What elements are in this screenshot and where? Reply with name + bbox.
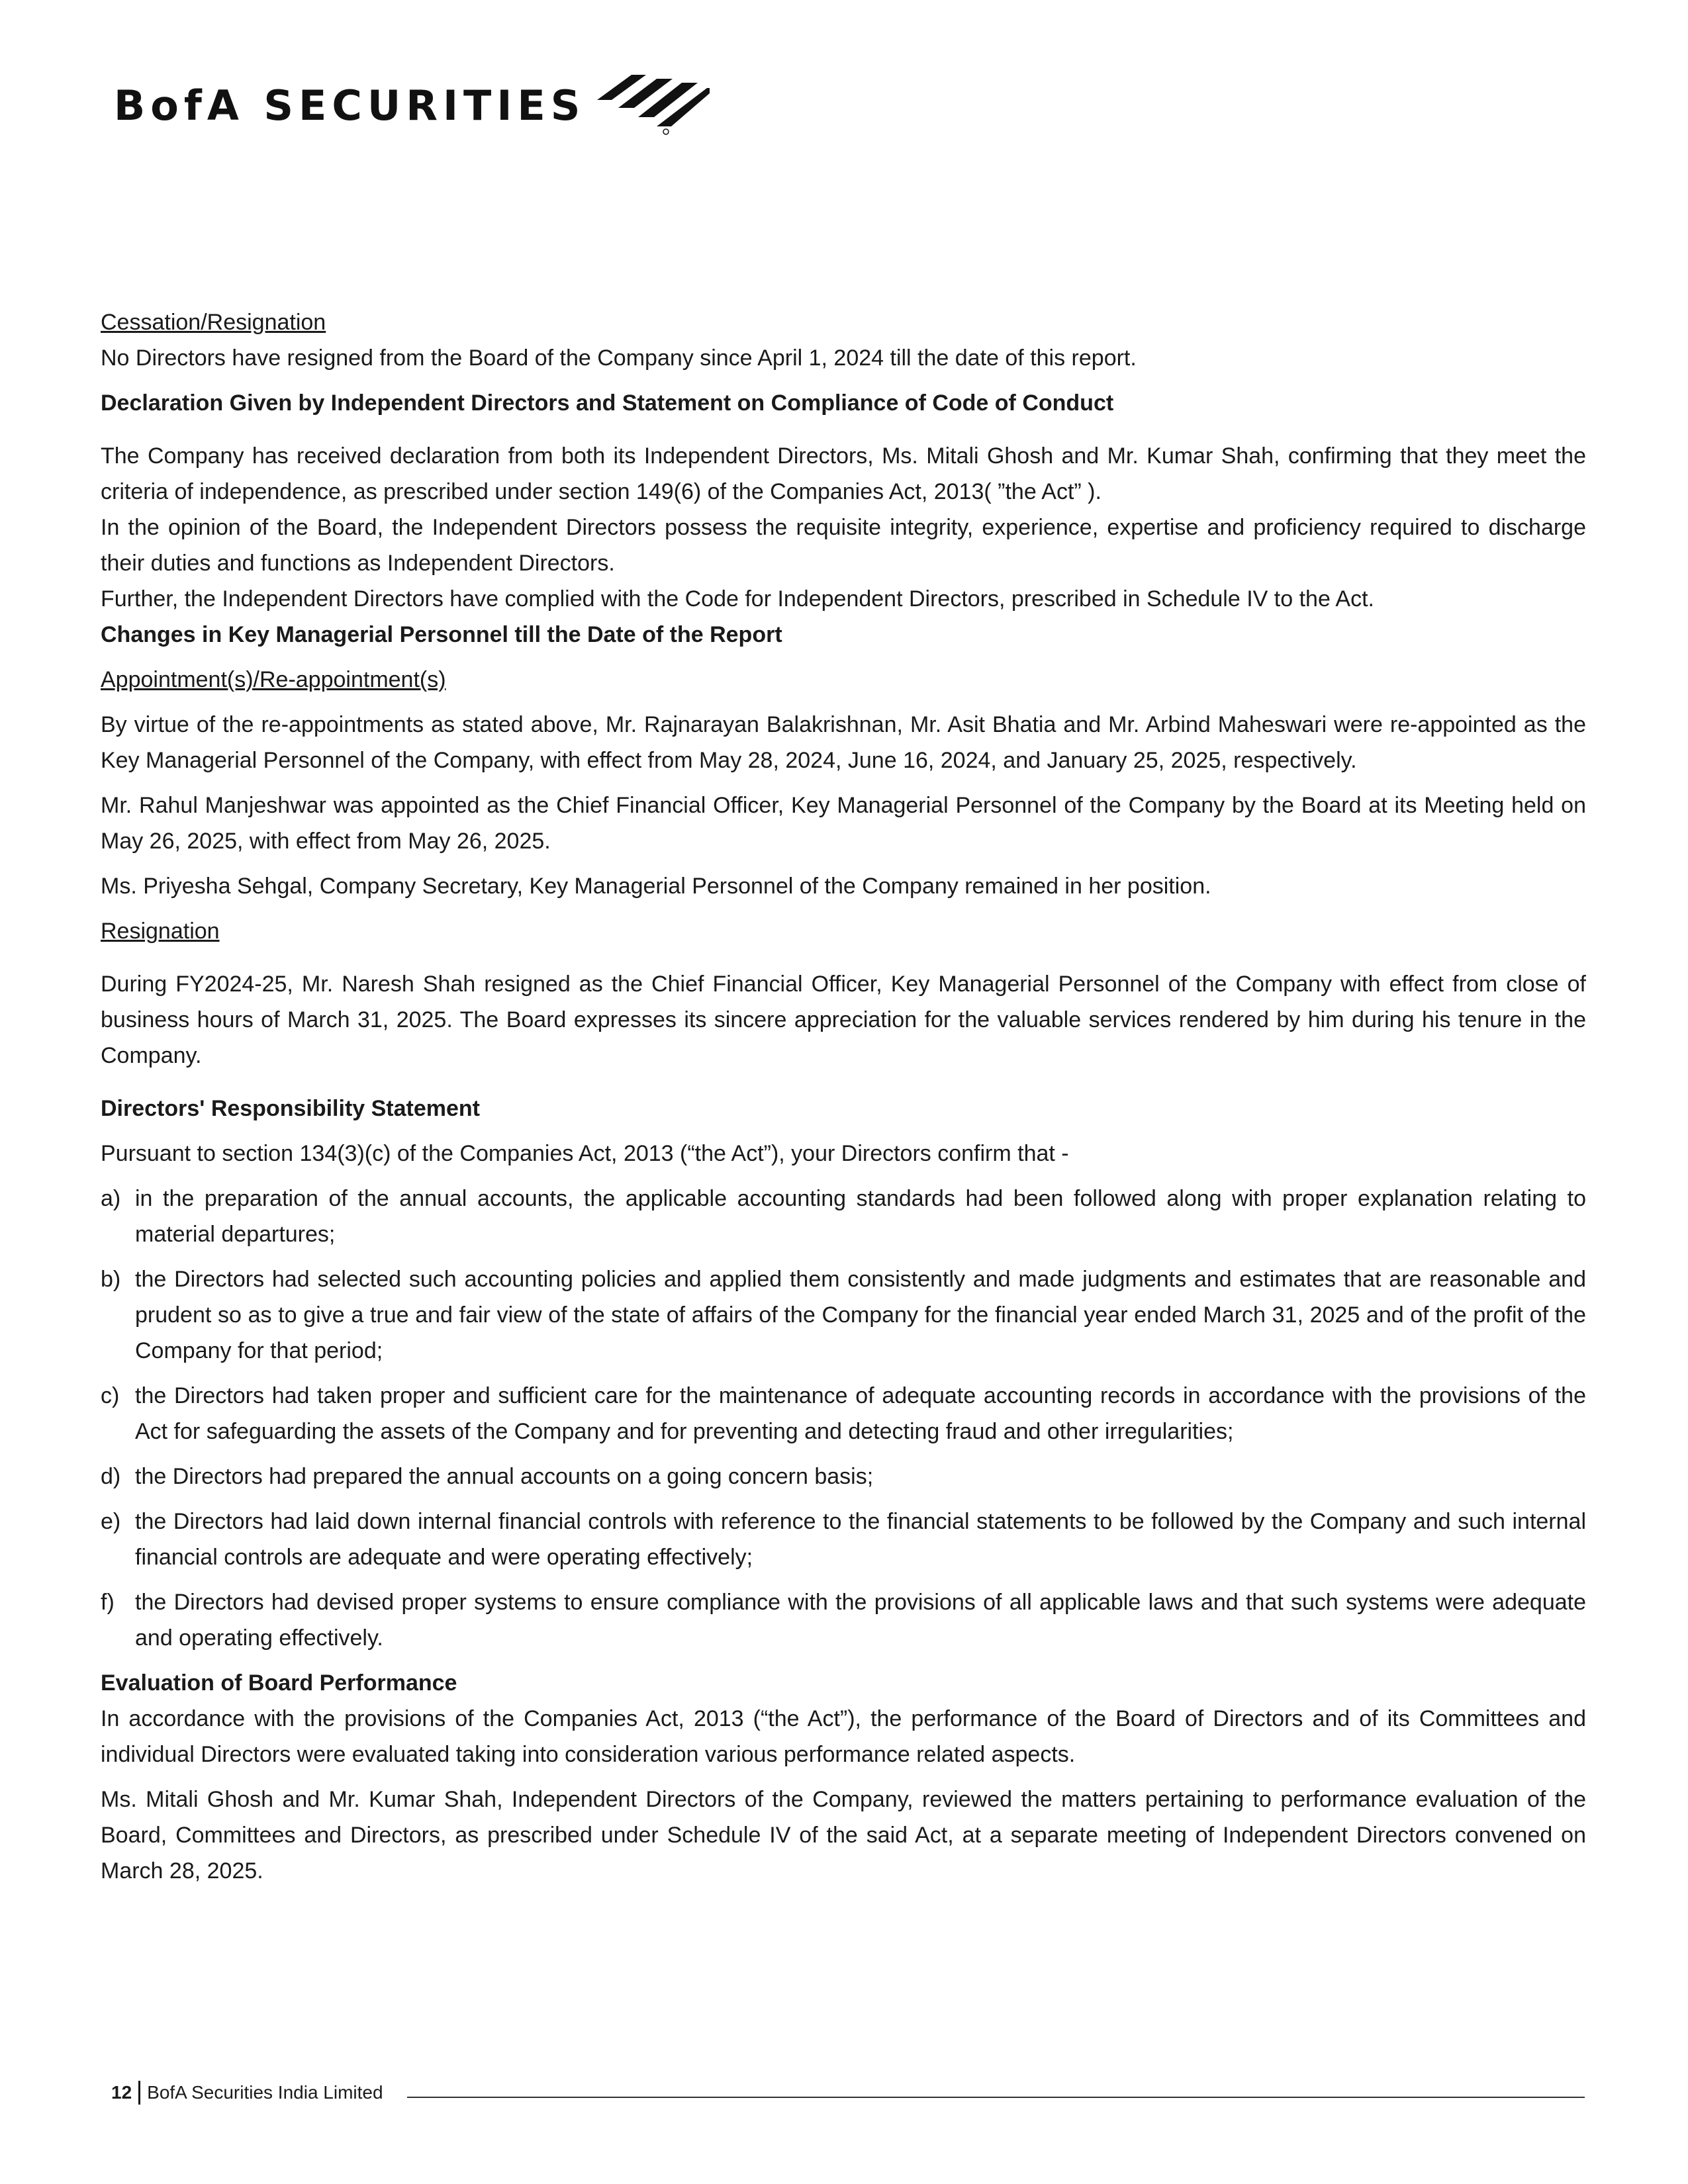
appointment-heading: Appointment(s)/Re-appointment(s)	[101, 667, 446, 692]
list-item	[101, 1378, 1586, 1449]
responsibility-list	[101, 1181, 1586, 1656]
company-logo	[114, 69, 710, 142]
list-marker: c)	[101, 1383, 120, 1408]
footer-rule	[407, 2097, 1585, 2098]
evaluation-paragraph-1: In accordance with the provisions of the Companies Act, 2013 (“the Act”), the performance of the Board of Directors and of its Committees and individual Directors were evaluated taking into consideration various performance related aspects.	[101, 1706, 1586, 1767]
list-marker: f)	[101, 1590, 115, 1615]
declaration-paragraph-3: Further, the Independent Directors have complied with the Code for Independent Directors, prescribed in Schedule IV to the Act.	[101, 586, 1374, 612]
kmp-paragraph-3: Ms. Priyesha Sehgal, Company Secretary, Key Managerial Personnel of the Company remained in her position.	[101, 874, 1211, 899]
responsibility-intro: Pursuant to section 134(3)(c) of the Companies Act, 2013 (“the Act”), your Directors confirm that -	[101, 1141, 1069, 1166]
kmp-changes-heading: Changes in Key Managerial Personnel till the Date of the Report	[101, 622, 782, 647]
evaluation-paragraph-2: Ms. Mitali Ghosh and Mr. Kumar Shah, Independent Directors of the Company, reviewed the matters pertaining to performance evaluation of the Board, Committees and Directors, as prescribed under Schedule IV of the said Act, at a separate meeting of Independent Directors convened on March 28, 2025.	[101, 1787, 1586, 1884]
list-item-text: the Directors had taken proper and sufficient care for the maintenance of adequate accounting records in accordance with the provisions of the Act for safeguarding the assets of the Company and for preventing and detecting fraud and other irregularities;	[135, 1383, 1586, 1444]
kmp-paragraph-1: By virtue of the re-appointments as stated above, Mr. Rajnarayan Balakrishnan, Mr. Asit Bhatia and Mr. Arbind Maheswari were re-appointed as the Key Managerial Personnel of the Company, with effect from May 28, 2024, June 16, 2024, and January 25, 2025, respectively.	[101, 712, 1586, 773]
kmp-paragraph-4: During FY2024-25, Mr. Naresh Shah resigned as the Chief Financial Officer, Key Managerial Personnel of the Company with effect from close of business hours of March 31, 2025. The Board expresses its sincere appreciation for the valuable services rendered by him during his tenure in the Company.	[101, 972, 1586, 1068]
list-item	[101, 1261, 1586, 1369]
footer-company: BofA Securities India Limited	[147, 2082, 383, 2103]
list-item	[101, 1181, 1586, 1252]
page-number: 12	[111, 2082, 132, 2103]
list-marker: b)	[101, 1267, 121, 1292]
page-footer	[111, 2078, 1585, 2107]
footer-separator	[138, 2081, 140, 2105]
list-item	[101, 1459, 1586, 1494]
list-item	[101, 1584, 1586, 1656]
cessation-text: No Directors have resigned from the Board of the Company since April 1, 2024 till the date of this report.	[101, 345, 1137, 371]
list-item	[101, 1504, 1586, 1575]
list-marker: e)	[101, 1509, 121, 1534]
declaration-paragraph-2: In the opinion of the Board, the Independent Directors possess the requisite integrity, experience, expertise and proficiency required to discharge their duties and functions as Independent Directors.	[101, 515, 1586, 576]
list-marker: d)	[101, 1464, 121, 1489]
logo-text: BofA SECURITIES	[114, 81, 586, 130]
resignation-heading: Resignation	[101, 919, 220, 944]
declaration-paragraph-1: The Company has received declaration from both its Independent Directors, Ms. Mitali Ghosh and Mr. Kumar Shah, confirming that they meet the criteria of independence, as prescribed under section 149(6) of the Companies Act, 2013( ”the Act” ).	[101, 443, 1586, 504]
evaluation-heading: Evaluation of Board Performance	[101, 1670, 457, 1696]
list-item-text: the Directors had selected such accounting policies and applied them consistently and made judgments and estimates that are reasonable and prudent so as to give a true and fair view of the state of affairs of the Company for the financial year ended March 31, 2025 and of the profit of the Company for that period;	[135, 1267, 1586, 1363]
list-item-text: the Directors had laid down internal financial controls with reference to the financial statements to be followed by the Company and such internal financial controls are adequate and were operating effectively;	[135, 1509, 1586, 1570]
flag-stripes-icon	[597, 73, 710, 137]
list-item-text: in the preparation of the annual accounts, the applicable accounting standards had been followed along with proper explanation relating to material departures;	[135, 1186, 1586, 1247]
kmp-paragraph-2: Mr. Rahul Manjeshwar was appointed as the Chief Financial Officer, Key Managerial Personnel of the Company by the Board at its Meeting held on May 26, 2025, with effect from May 26, 2025.	[101, 793, 1586, 854]
declaration-heading: Declaration Given by Independent Directors and Statement on Compliance of Code of Conduct	[101, 390, 1114, 416]
list-item-text: the Directors had devised proper systems to ensure compliance with the provisions of all applicable laws and that such systems were adequate and operating effectively.	[135, 1590, 1586, 1651]
report-body	[101, 304, 1586, 1889]
responsibility-heading: Directors' Responsibility Statement	[101, 1096, 481, 1121]
cessation-heading: Cessation/Resignation	[101, 310, 326, 335]
list-marker: a)	[101, 1186, 121, 1211]
list-item-text: the Directors had prepared the annual accounts on a going concern basis;	[135, 1464, 874, 1489]
